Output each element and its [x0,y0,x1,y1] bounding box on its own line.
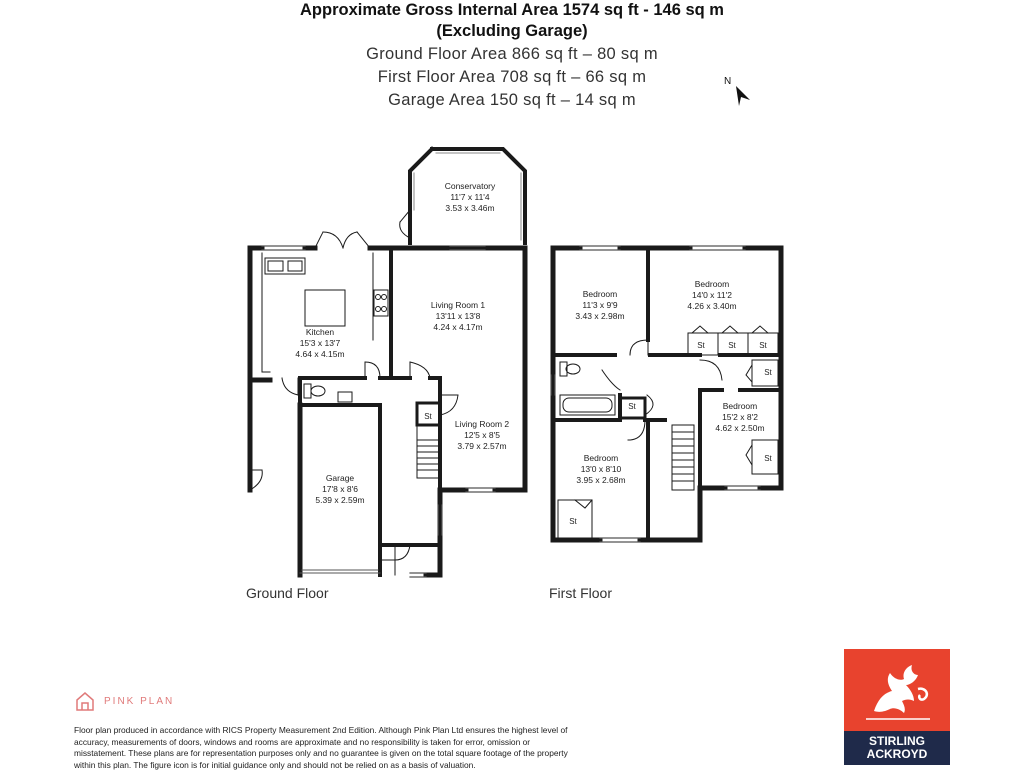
first-floor-area: First Floor Area 708 sq ft – 66 sq m [377,68,647,86]
north-letter: N [724,76,732,87]
kitchen-imperial: 15'3 x 13'7 [299,338,341,348]
gross-area-title: Approximate Gross Internal Area 1574 sq ft - 146 sq m [300,1,724,19]
bed4-metric: 3.95 x 2.68m [576,475,626,485]
living1-metric: 4.24 x 4.17m [433,322,483,332]
bed2-metric: 4.26 x 3.40m [687,301,737,311]
first-storage-label: St [764,368,772,377]
ground-floor-label: Ground Floor [246,585,329,601]
first-storage-label: St [628,402,636,411]
living2-metric: 3.79 x 2.57m [457,441,507,451]
conservatory-name: Conservatory [444,181,496,191]
garage-metric: 5.39 x 2.59m [315,495,365,505]
living2-imperial: 12'5 x 8'5 [464,430,500,440]
living1-name: Living Room 1 [430,300,486,310]
garage-imperial: 17'8 x 8'6 [322,484,358,494]
bed2-imperial: 14'0 x 11'2 [692,290,732,300]
agent-name-line2: ACKROYD [866,747,928,761]
ground-floor-area: Ground Floor Area 866 sq ft – 80 sq m [366,45,658,63]
bed1-imperial: 11'3 x 9'9 [582,300,618,310]
first-floor-label: First Floor [549,585,612,601]
first-storage-label: St [697,341,705,350]
first-storage-label: St [728,341,736,350]
garage-name: Garage [325,473,355,483]
kitchen-name: Kitchen [305,327,335,337]
conservatory-imperial: 11'7 x 11'4 [450,192,490,202]
conservatory-metric: 3.53 x 3.46m [445,203,495,213]
griffin-emblem [844,649,950,731]
kitchen-metric: 4.64 x 4.15m [295,349,345,359]
bed3-imperial: 15'2 x 8'2 [722,412,758,422]
living2-name: Living Room 2 [454,419,510,429]
pink-plan-brand: PINK PLAN [104,695,175,707]
first-storage-label: St [759,341,767,350]
agent-name-line1: STIRLING [869,734,925,748]
disclaimer-text: Floor plan produced in accordance with RICS Property Measurement 2nd Edition. Although Pink Plan Ltd ensures the highest level of accuracy, measurements of doors, windows and rooms are approximate and no responsibility is taken for error, omission or misstatement. These plans are for representation purposes only and no guarantee is given on the total square footage of the property within this plan. The figure icon is for initial guidance only and should not be relied on as a basis of valuation. [74,725,568,770]
bed3-metric: 4.62 x 2.50m [715,423,765,433]
griffin-icon [844,649,950,731]
pink-plan-logo [74,690,174,712]
stirling-ackroyd-logo [844,649,950,765]
pink-plan-house-icon [74,690,96,712]
living1-imperial: 13'11 x 13'8 [435,311,481,321]
excluding-garage-note: (Excluding Garage) [436,22,588,40]
bed4-name: Bedroom [583,453,619,463]
bed1-metric: 3.43 x 2.98m [575,311,625,321]
ground-storage-label: St [424,412,432,421]
garage-area: Garage Area 150 sq ft – 14 sq m [388,91,636,109]
bed2-name: Bedroom [694,279,730,289]
bed1-name: Bedroom [582,289,618,299]
first-storage-label: St [569,517,577,526]
bed4-imperial: 13'0 x 8'10 [580,464,622,474]
bed3-name: Bedroom [722,401,758,411]
first-storage-label: St [764,454,772,463]
